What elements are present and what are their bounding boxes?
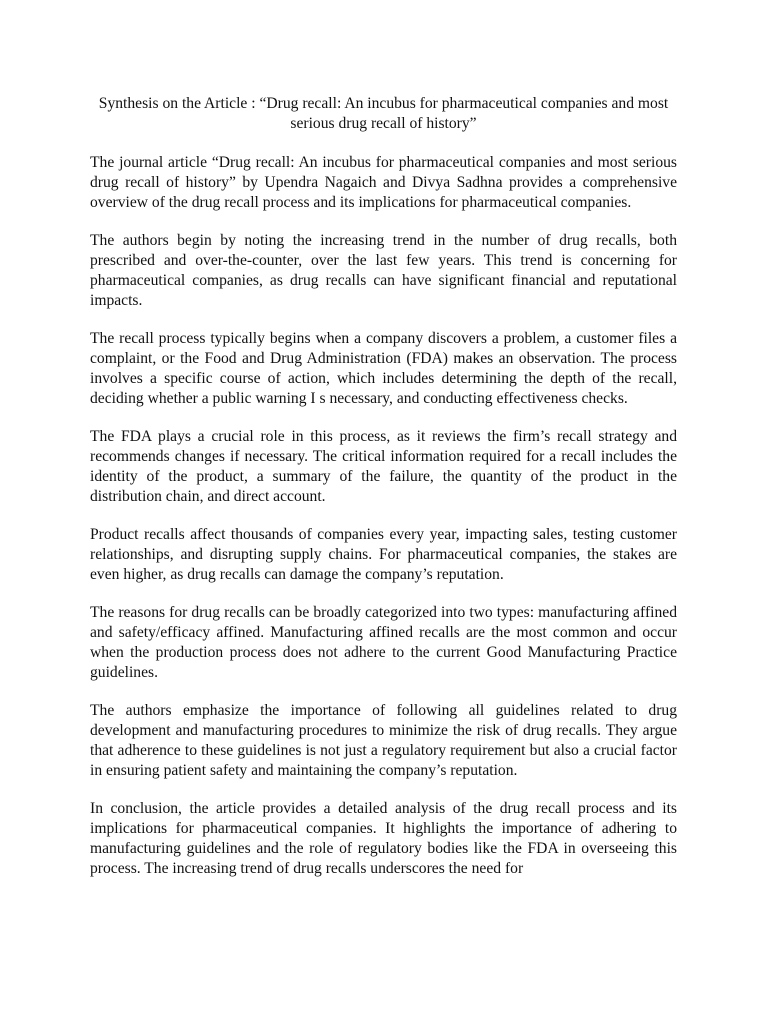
paragraph-conclusion: In conclusion, the article provides a detailed analysis of the drug recall process and its implications for pharmaceutical companies. It highlights the importance of adhering to manufacturing guidelines and the role of regulatory bodies like the FDA in overseeing this process. The increasing trend of drug recalls underscores the need for xyxy=(90,800,677,877)
paragraph-product-recalls: Product recalls affect thousands of companies every year, impacting sales, testing customer relationships, and disrupting supply chains. For pharmaceutical companies, the stakes are even higher, as drug recalls can damage the company’s reputation. xyxy=(90,526,677,583)
paragraph-recall-process: The recall process typically begins when a company discovers a problem, a customer files a complaint, or the Food and Drug Administration (FDA) makes an observation. The process involves a specific course of action, which includes determining the depth of the recall, deciding whether a public warning I s necessary, and conducting effectiveness checks. xyxy=(90,330,677,407)
paragraph-recall-trend: The authors begin by noting the increasing trend in the number of drug recalls, both prescribed and over-the-counter, over the last few years. This trend is concerning for pharmaceutical companies, as drug recalls can have significant financial and reputational impacts. xyxy=(90,232,677,309)
paragraph-recall-reasons: The reasons for drug recalls can be broadly categorized into two types: manufacturing affined and safety/efficacy affined. Manufacturing affined recalls are the most common and occur when the production process does not adhere to the current Good Manufacturing Practice guidelines. xyxy=(90,604,677,681)
paragraph-intro: The journal article “Drug recall: An incubus for pharmaceutical companies and most serious drug recall of history” by Upendra Nagaich and Divya Sadhna provides a comprehensive overview of the drug recall process and its implications for pharmaceutical companies. xyxy=(90,154,677,211)
document-title: Synthesis on the Article : “Drug recall: An incubus for pharmaceutical companies and most serious drug recall of history” xyxy=(98,95,669,132)
document-body xyxy=(90,94,677,897)
paragraph-guidelines: The authors emphasize the importance of following all guidelines related to drug development and manufacturing procedures to minimize the risk of drug recalls. They argue that adherence to these guidelines is not just a regulatory requirement but also a crucial factor in ensuring patient safety and maintaining the company’s reputation. xyxy=(90,702,677,779)
paragraph-fda-role: The FDA plays a crucial role in this process, as it reviews the firm’s recall strategy and recommends changes if necessary. The critical information required for a recall includes the identity of the product, a summary of the failure, the quantity of the product in the distribution chain, and direct account. xyxy=(90,428,677,505)
